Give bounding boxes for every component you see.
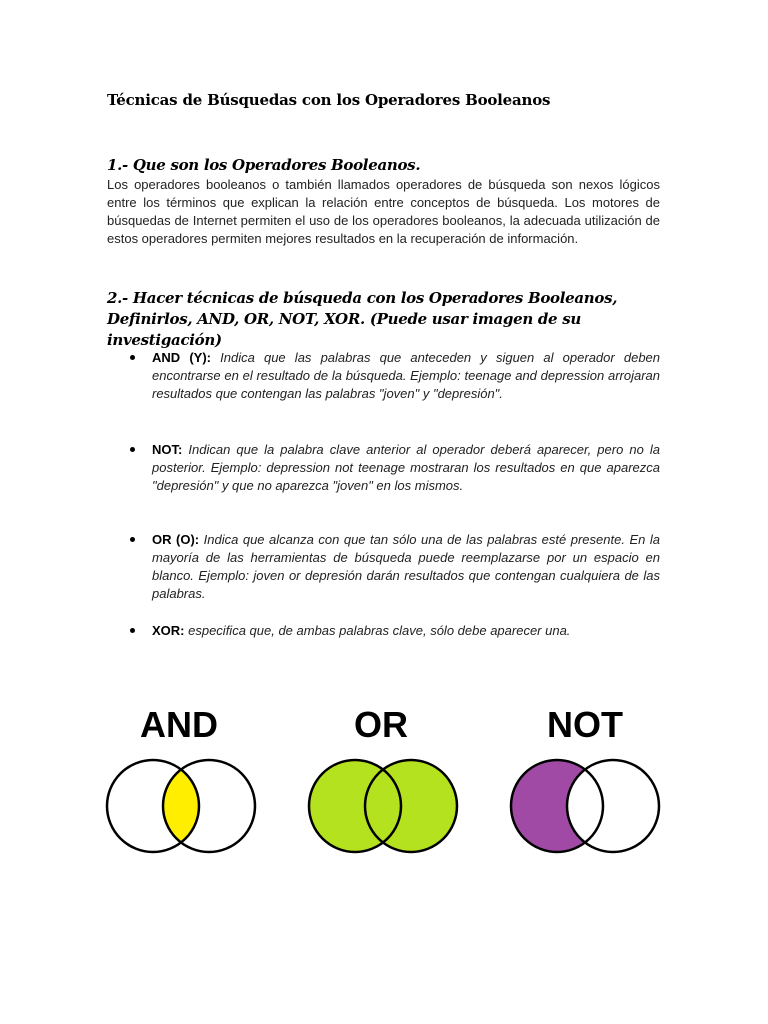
venn-not-label: NOT [547, 704, 623, 745]
list-item-text [152, 441, 660, 495]
bullet-icon [130, 628, 135, 633]
operator-term: NOT: [152, 442, 183, 457]
list-item-text [152, 349, 660, 403]
section-1-heading: 1.- Que son los Operadores Booleanos. [107, 156, 421, 174]
list-item-text [152, 622, 660, 640]
section-2-heading: 2.- Hacer técnicas de búsqueda con los Operadores Booleanos, Definirlos, AND, OR, NOT, XOR. (Puede usar imagen de su investigación) [107, 289, 618, 349]
operator-term: XOR: [152, 623, 185, 638]
operator-description: Indica que alcanza con que tan sólo una de las palabras esté presente. En la mayoría de las herramientas de búsqueda puede reemplazarse por un espacio en blanco. Ejemplo: joven or depresión darán resultados que contengan cualquiera de las palabras. [152, 532, 660, 601]
venn-and-label: AND [140, 704, 218, 745]
bullet-icon [130, 447, 135, 452]
venn-and-diagram [105, 755, 257, 857]
venn-not-diagram [509, 755, 661, 857]
operator-description: especifica que, de ambas palabras clave, sólo debe aparecer una. [184, 623, 571, 638]
bullet-icon [130, 537, 135, 542]
section-1-paragraph: Los operadores booleanos o también llamados operadores de búsqueda son nexos lógicos entre los términos que explican la relación entre conceptos de búsqueda. Los motores de búsquedas de Internet permiten el uso de los operadores booleanos, la adecuada utilización de estos operadores permiten mejores resultados en la recuperación de información. [107, 177, 660, 246]
operator-term: OR (O): [152, 532, 200, 547]
bullet-icon [130, 355, 135, 360]
operator-description: Indican que la palabra clave anterior al operador deberá aparecer, pero no la posterior. Ejemplo: depression not teenage mostraran los resultados en que aparezca "depresión" y que no aparezca "joven" en los mismos. [152, 442, 660, 493]
operator-description: Indica que las palabras que anteceden y siguen al operador deben encontrarse en el resultado de la búsqueda. Ejemplo: teenage and depression arrojaran resultados que contengan las palabras "joven" y "depresión". [152, 350, 661, 401]
list-item-text [152, 531, 660, 603]
document-title: Técnicas de Búsquedas con los Operadores Booleanos [107, 91, 551, 109]
operator-term: AND (Y): [152, 350, 211, 365]
venn-or-label: OR [354, 704, 408, 745]
venn-or-diagram [307, 755, 459, 857]
